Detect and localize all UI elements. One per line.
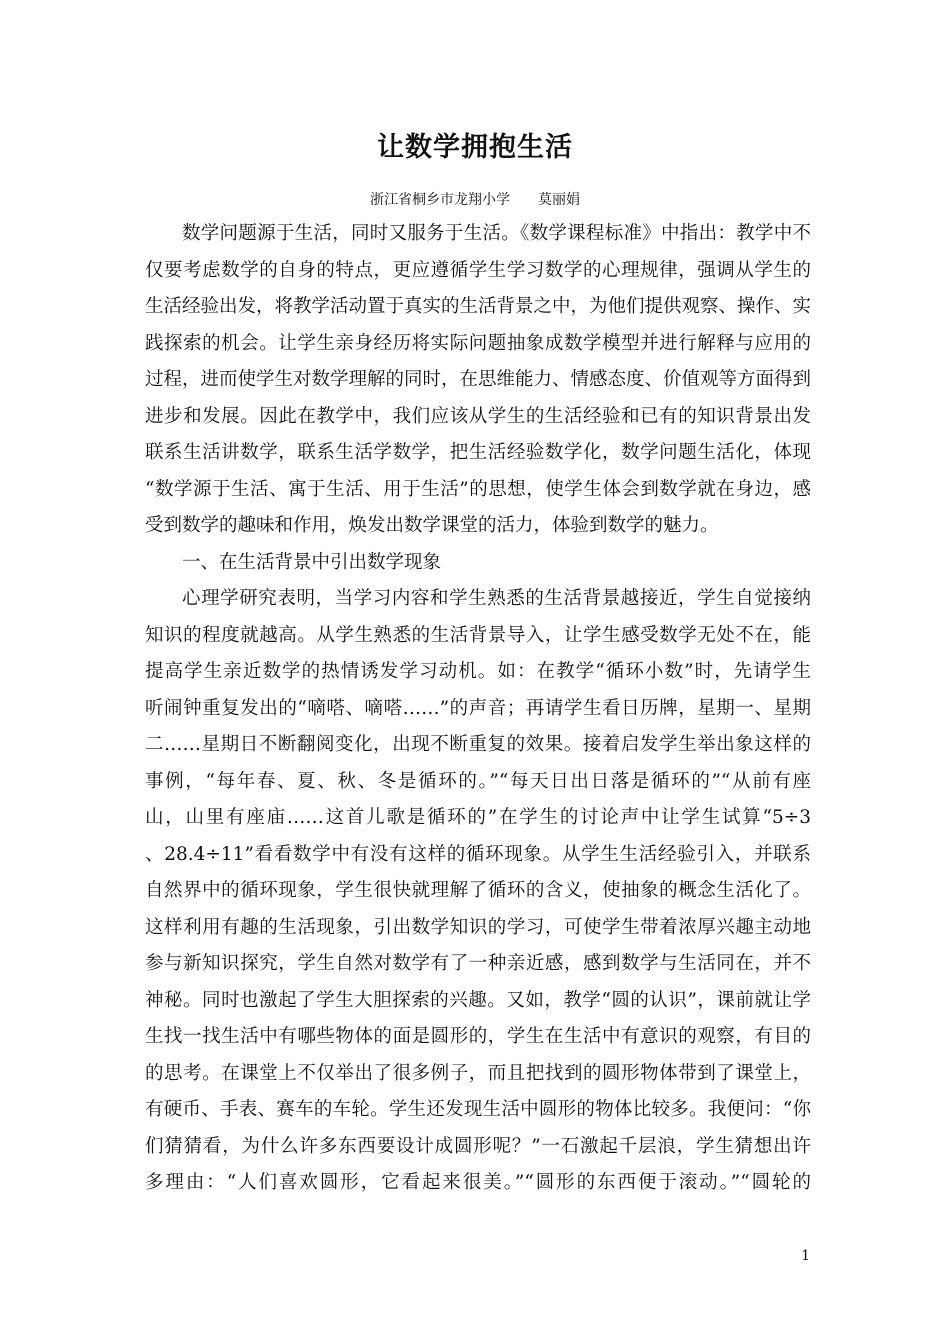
text-line: 事例，“每年春、夏、秋、冬是循环的。”“每天日出日落是循环的”“从前有座 [145, 770, 811, 792]
text-line: 生活经验出发，将教学活动置于真实的生活背景之中，为他们提供观察、操作、实 [145, 296, 811, 317]
text-line: 们猜猜看，为什么许多东西要设计成圆形呢？”一石激起千层浪，学生猜想出许 [145, 1135, 811, 1157]
page-number: 1 [801, 1248, 810, 1264]
text-line: 听闹钟重复发出的“嘀嗒、嘀嗒……”的声音；再请学生看日历牌，星期一、星期 [145, 697, 811, 719]
text-line: 数学问题源于生活，同时又服务于生活。《数学课程标准》中指出：教学中不 [182, 223, 811, 244]
text-line: 、28.4÷11”看看数学中有没有这样的循环现象。从学生生活经验引入，并联系 [145, 843, 811, 865]
text-line: 知识的程度就越高。从学生熟悉的生活背景导入，让学生感受数学无处不在，能 [145, 624, 811, 646]
page-title: 让数学拥抱生活 [377, 132, 573, 163]
text-line: 践探索的机会。让学生亲身经历将实际问题抽象成数学模型并进行解释与应用的 [145, 332, 811, 354]
text-line: 受到数学的趣味和作用，焕发出数学课堂的活力，体验到数学的魅力。 [145, 515, 719, 536]
text-line: 二……星期日不断翻阅变化，出现不断重复的效果。接着启发学生举出象这样的 [145, 734, 811, 755]
text-line: 参与新知识探究，学生自然对数学有了一种亲近感，感到数学与生活同在，并不 [145, 953, 811, 974]
text-line: “数学源于生活、寓于生活、用于生活”的思想，使学生体会到数学就在身边，感 [145, 478, 811, 500]
text-line: 提高学生亲近数学的热情诱发学习动机。如：在教学“循环小数”时，先请学生 [145, 661, 811, 682]
text-line: 自然界中的循环现象，学生很快就理解了循环的含义，使抽象的概念生活化了。 [145, 880, 811, 901]
text-line: 这样利用有趣的生活现象，引出数学知识的学习，可使学生带着浓厚兴趣主动地 [145, 916, 811, 938]
text-line: 生找一找生活中有哪些物体的面是圆形的，学生在生活中有意识的观察，有目的 [145, 1026, 811, 1047]
text-line: 心理学研究表明，当学习内容和学生熟悉的生活背景越接近，学生自觉接纳 [182, 588, 811, 609]
text-line: 进步和发展。因此在教学中，我们应该从学生的生活经验和已有的知识背景出发 [145, 405, 811, 427]
author-school: 浙江省桐乡市龙翔小学 [370, 192, 510, 208]
text-line: 有硬币、手表、赛车的车轮。学生还发现生活中圆形的物体比较多。我便问：“你 [145, 1099, 811, 1120]
text-line: 多理由：“人们喜欢圆形，它看起来很美。”“圆形的东西便于滚动。”“圆轮的 [145, 1172, 811, 1193]
text-line: 联系生活讲数学，联系生活学数学，把生活经验数学化，数学问题生活化，体现 [145, 442, 811, 463]
text-line: 山，山里有座庙……这首儿歌是循环的”在学生的讨论声中让学生试算“5÷3 [145, 807, 811, 828]
body-text [145, 216, 811, 1202]
text-line: 的思考。在课堂上不仅举出了很多例子，而且把找到的圆形物体带到了课堂上， [145, 1062, 811, 1084]
text-line: 过程，进而使学生对数学理解的同时，在思维能力、情感态度、价值观等方面得到 [145, 369, 811, 390]
text-line: 仅要考虑数学的自身的特点，更应遵循学生学习数学的心理规律，强调从学生的 [145, 259, 811, 281]
section-heading: 一、在生活背景中引出数学现象 [182, 551, 442, 573]
text-line: 神秘。同时也激起了学生大胆探索的兴趣。又如，教学“圆的认识”，课前就让学 [145, 989, 811, 1011]
author-name: 莫丽娟 [538, 192, 580, 208]
author-line [0, 188, 950, 212]
